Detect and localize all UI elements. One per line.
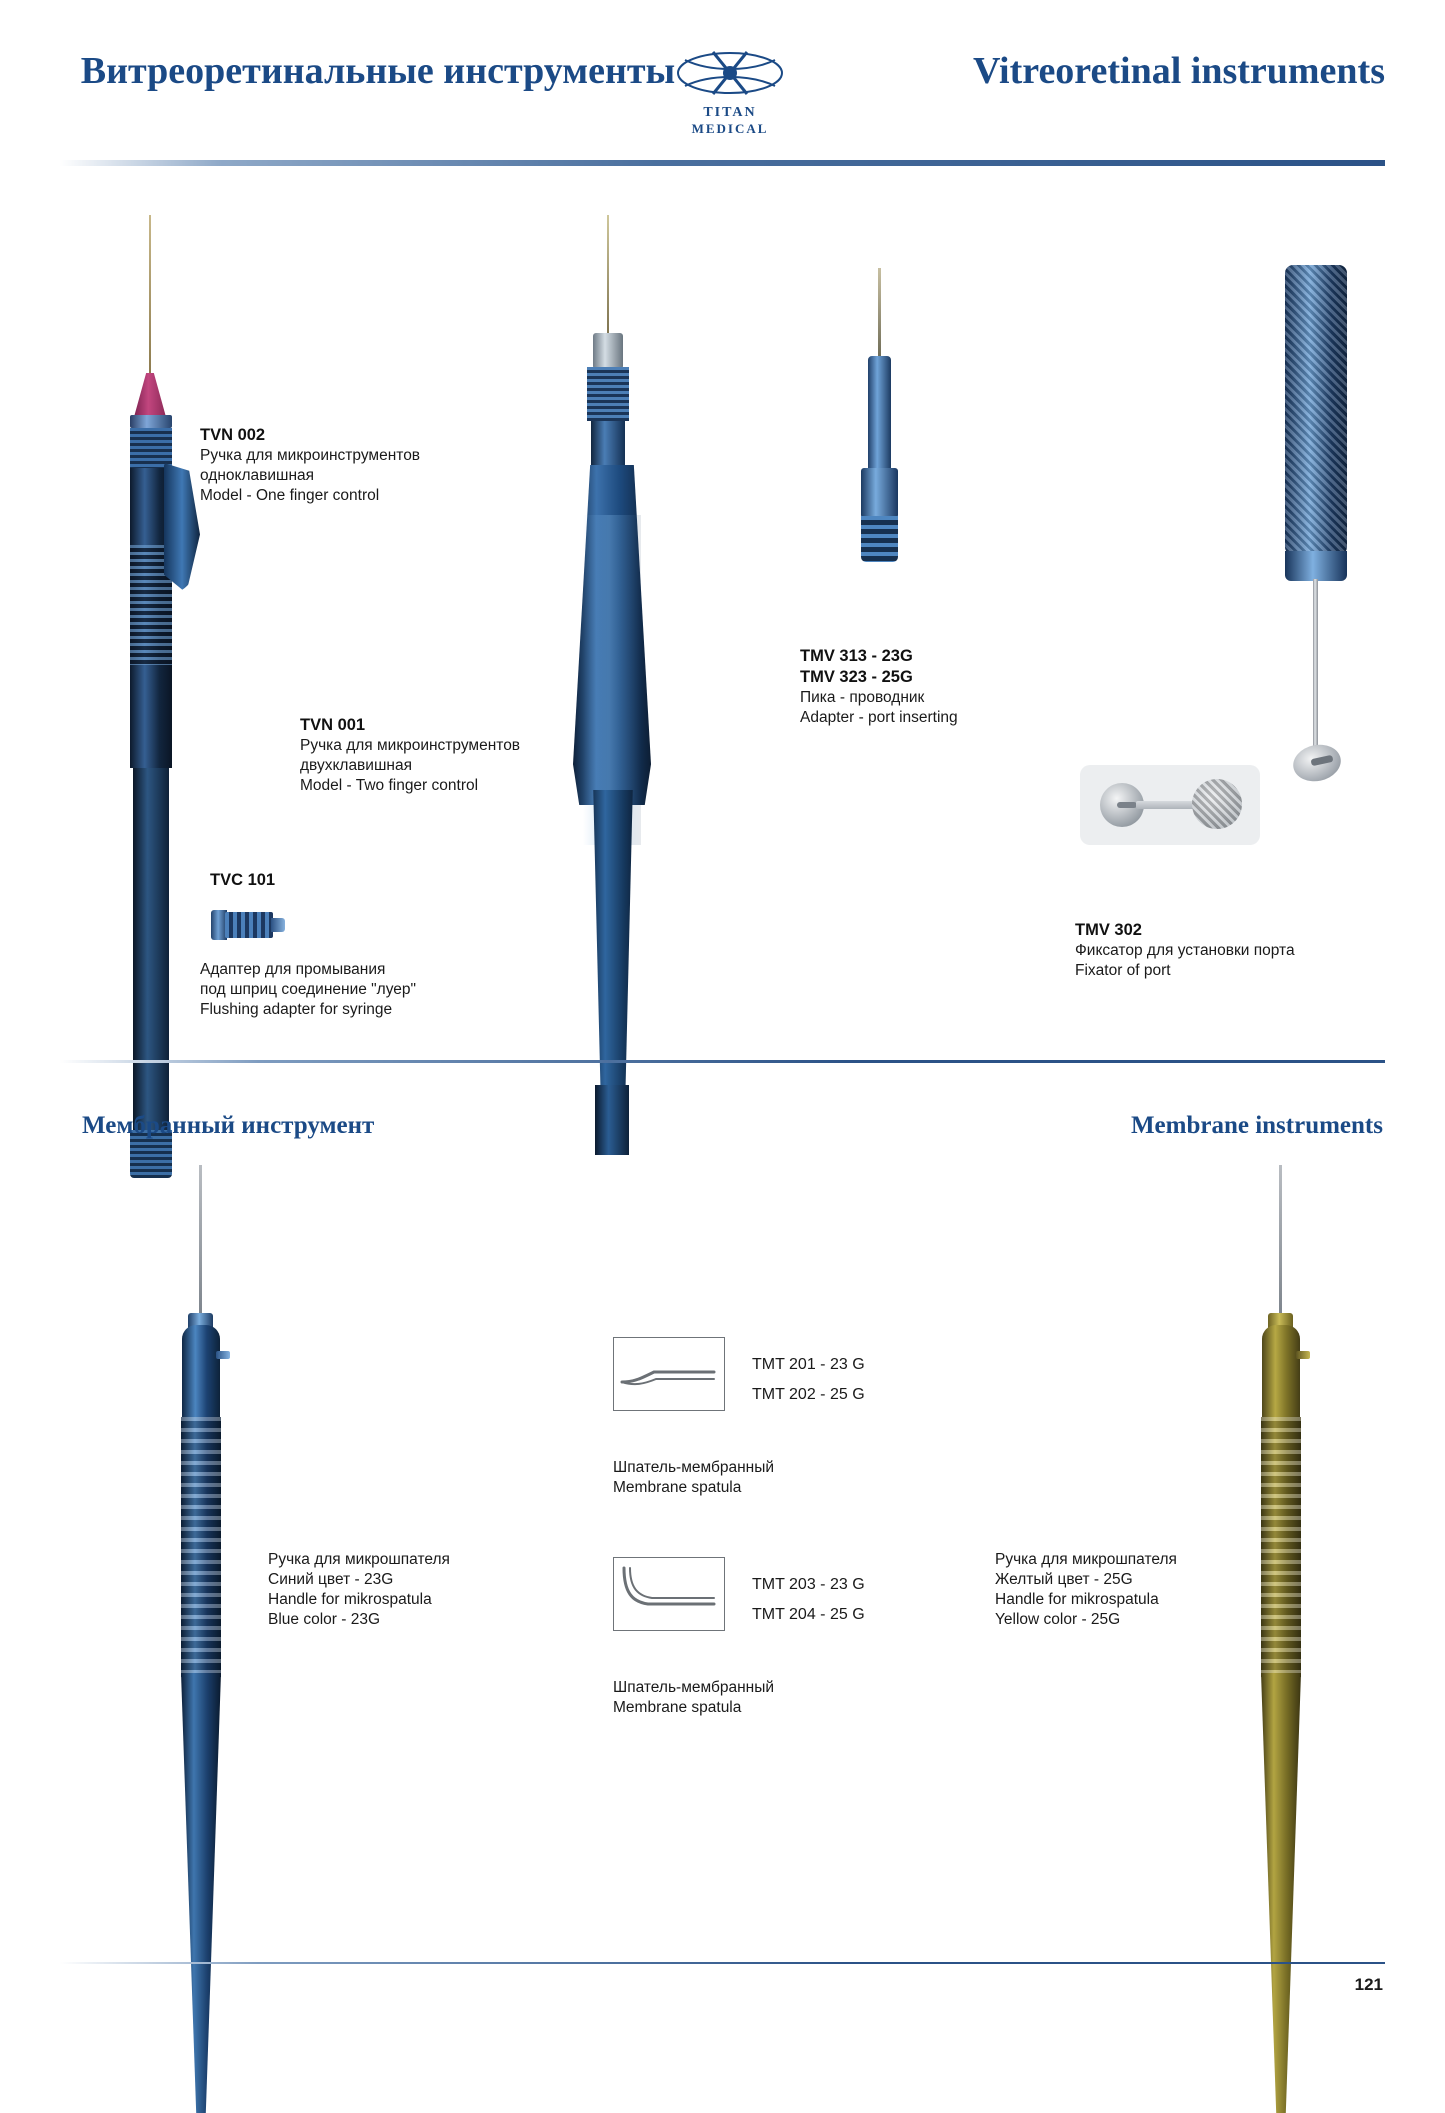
product-code: TVC 101 (210, 871, 276, 889)
product-code-2: TMV 323 - 25G (800, 668, 913, 686)
knurled-handle (1285, 265, 1347, 555)
steel-rod (1313, 579, 1318, 754)
collar (130, 415, 172, 428)
logo-brand-line-1: TITAN (703, 105, 757, 120)
desc-en: Membrane spatula (613, 1699, 742, 1716)
section2-heading-en: Membrane instruments (1130, 1112, 1383, 1139)
desc-ru: Шпатель-мембранный (613, 1679, 774, 1696)
desc-ru-2: Синий цвет - 23G (268, 1571, 394, 1588)
caption-tvn-002 (200, 425, 530, 506)
desc-ru-1: Ручка для микрошпателя (268, 1551, 450, 1568)
handle-top (182, 1325, 220, 1420)
page-header (0, 0, 1445, 175)
detail-disc-knurled (1192, 779, 1242, 829)
handle-top (1262, 1325, 1300, 1420)
product-desc-ru-1: Фиксатор для установки порта (1075, 942, 1295, 959)
page-title-en: Vitreoretinal instruments (973, 50, 1385, 92)
product-desc-ru-1: Пика - проводник (800, 689, 925, 706)
adapter-shaft (868, 356, 891, 476)
caption-tvn-001 (300, 715, 630, 796)
needle-shaft (199, 1165, 202, 1315)
tmv-302-detail-inset (1080, 765, 1260, 845)
dimpled-grip (181, 1417, 221, 1677)
instrument-image-tmv-302 (1285, 265, 1355, 795)
logo-brand-line-2: MEDICAL (691, 121, 769, 136)
needle-shaft (607, 215, 609, 335)
instrument-image-tvc-101 (211, 910, 291, 944)
product-code-2: TMT 202 - 25 G (752, 1386, 865, 1403)
caption-tmv-313 (800, 646, 1140, 728)
caption-tmt-201 (613, 1458, 913, 1498)
needle-shaft (149, 215, 151, 375)
desc-en-1: Handle for mikrospatula (995, 1591, 1159, 1608)
section2-heading-ru: Мембранный инструмент (82, 1112, 375, 1139)
ridged-section (130, 428, 172, 468)
adapter-rings (861, 516, 898, 562)
adapter-barrel (225, 912, 273, 938)
codes-tmt-203 (752, 1570, 865, 1630)
instrument-image-tvn-001 (565, 215, 675, 1005)
detail-disc-slot (1117, 802, 1137, 808)
product-desc-ru-2: под шприц соединение "луер" (200, 981, 417, 998)
caption-tvc-101-code (210, 870, 540, 891)
header-rule (60, 160, 1385, 166)
product-desc-en: Model - One finger control (200, 487, 380, 504)
titan-medical-logo-icon (655, 42, 805, 104)
single-lever (164, 463, 200, 593)
product-code-1: TMT 203 - 23 G (752, 1576, 865, 1593)
luer-nose (271, 918, 285, 932)
section-divider (60, 1060, 1385, 1063)
tapered-body (181, 1673, 221, 2113)
side-nub (216, 1351, 230, 1359)
caption-yellow-handle (995, 1550, 1295, 1630)
codes-tmt-201 (752, 1350, 865, 1410)
handle-neck (1285, 551, 1347, 581)
spatula-shape-icon (614, 1338, 722, 1408)
desc-en: Membrane spatula (613, 1479, 742, 1496)
desc-en-2: Blue color - 23G (268, 1611, 380, 1628)
tapered-body (1261, 1673, 1301, 2113)
adapter-body (861, 468, 898, 518)
product-desc-ru-1: Ручка для микроинструментов (300, 737, 521, 754)
spatula-detail-tmt-203 (613, 1557, 725, 1631)
product-code-1: TMV 313 - 23G (800, 647, 913, 665)
needle-shaft (1279, 1165, 1282, 1315)
desc-en-2: Yellow color - 25G (995, 1611, 1121, 1628)
knurled-collar (587, 367, 629, 421)
spatula-detail-tmt-201 (613, 1337, 725, 1411)
product-code: TMV 302 (1075, 921, 1142, 939)
product-code-1: TMT 201 - 23 G (752, 1356, 865, 1373)
product-desc-ru-1: Ручка для микроинструментов (200, 447, 421, 464)
pike-needle (878, 268, 881, 360)
instrument-image-tvn-002 (108, 215, 203, 975)
product-desc-en: Model - Two finger control (300, 777, 479, 794)
page-title-ru: Витреоретинальные инструменты (80, 50, 676, 92)
side-nub (1296, 1351, 1310, 1359)
caption-blue-handle (268, 1550, 568, 1630)
instrument-image-tmv-313 (858, 268, 918, 568)
product-desc-ru-1: Адаптер для промывания (200, 961, 386, 978)
caption-tmv-302 (1075, 920, 1415, 981)
product-code-2: TMT 204 - 25 G (752, 1606, 865, 1623)
instrument-image-blue-handle (170, 1165, 240, 1925)
desc-ru: Шпатель-мембранный (613, 1459, 774, 1476)
instrument-image-yellow-handle (1250, 1165, 1320, 1925)
product-code: TVN 002 (200, 426, 266, 444)
caption-tvc-101-desc (200, 960, 540, 1020)
brand-logo (650, 42, 810, 142)
product-desc-ru-2: двухклавишная (300, 757, 412, 774)
footer-divider (60, 1962, 1385, 1964)
spatula-shape-icon (614, 1558, 722, 1628)
caption-tmt-203 (613, 1678, 913, 1718)
product-desc-en: Flushing adapter for syringe (200, 1001, 393, 1018)
tapered-body (587, 790, 639, 1090)
product-desc-en: Fixator of port (1075, 962, 1171, 979)
desc-en-1: Handle for mikrospatula (268, 1591, 432, 1608)
product-code: TVN 001 (300, 716, 366, 734)
tip-end (595, 1085, 629, 1155)
product-desc-en: Adapter - port inserting (800, 709, 958, 726)
desc-ru-1: Ручка для микрошпателя (995, 1551, 1177, 1568)
desc-ru-2: Желтый цвет - 25G (995, 1571, 1133, 1588)
magenta-cone (134, 373, 166, 417)
page-number: 121 (1354, 1975, 1383, 1994)
lower-body (133, 768, 169, 1158)
product-desc-ru-2: одноклавишная (200, 467, 315, 484)
metal-hub (593, 333, 623, 369)
dimpled-grip (1261, 1417, 1301, 1677)
